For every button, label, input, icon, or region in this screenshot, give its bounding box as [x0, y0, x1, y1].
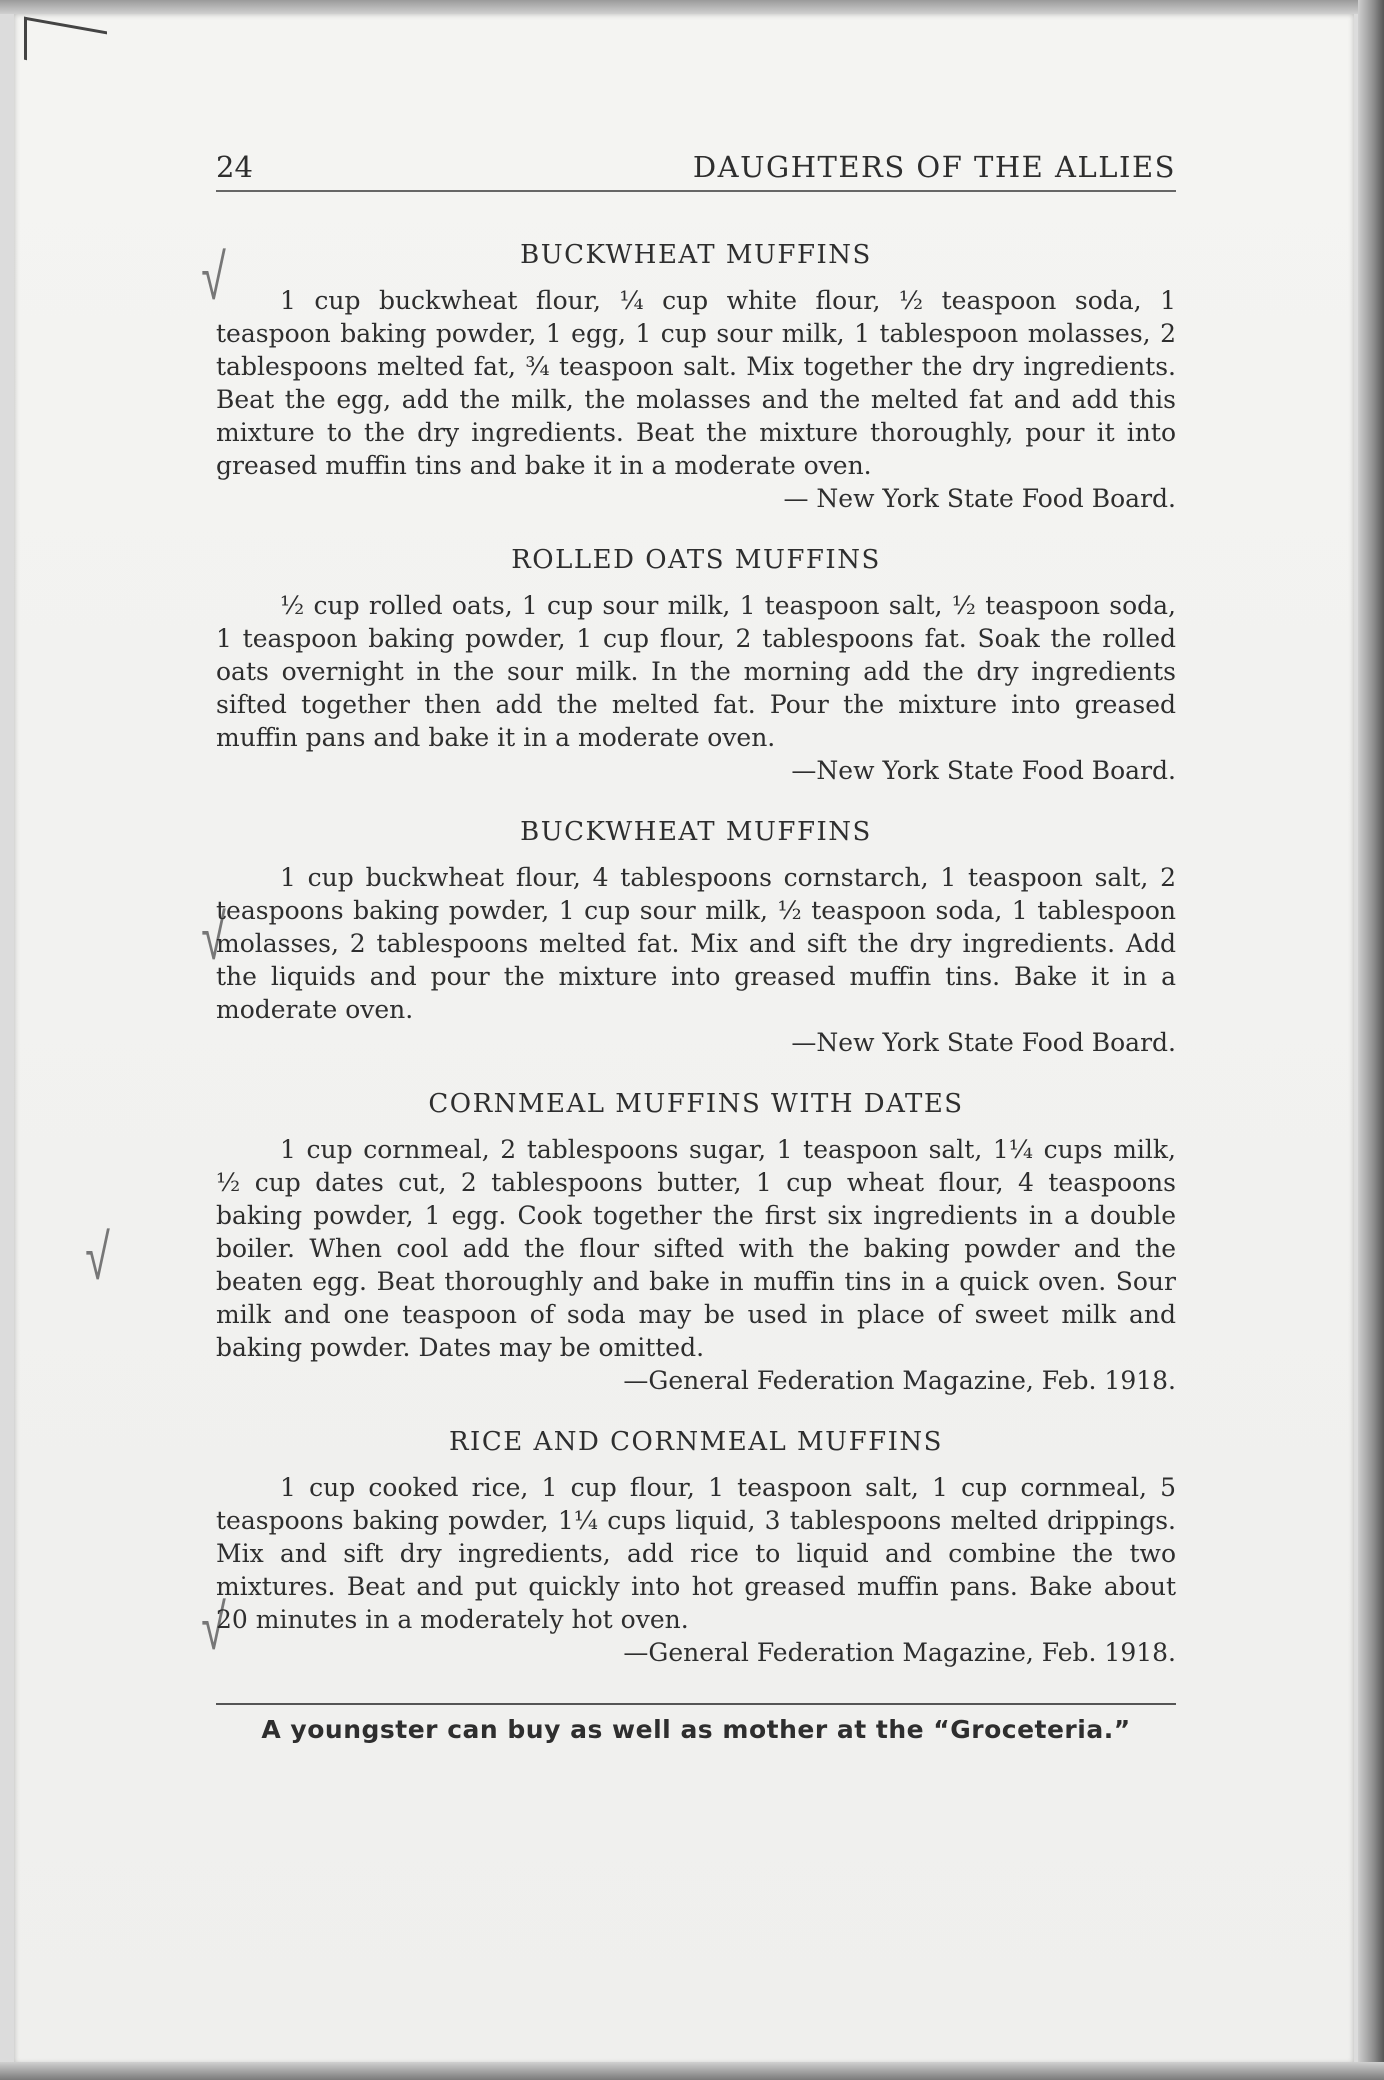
recipe-title: ROLLED OATS MUFFINS	[511, 545, 881, 575]
recipe	[216, 545, 1176, 787]
recipe-source: —General Federation Magazine, Feb. 1918.	[623, 1638, 1176, 1667]
pencil-checkmark-icon: √	[201, 901, 226, 975]
running-title: DAUGHTERS OF THE ALLIES	[692, 150, 1176, 184]
recipe-body: 1 cup cooked rice, 1 cup flour, 1 teaspoon salt, 1 cup cornmeal, 5 teaspoons baking powder, 1¼ cups liquid, 3 tablespoons melted drippings. Mix and sift dry ingredients, add rice to liquid and combine the two mixtures. Beat and put quickly into hot greased muffin pans. Bake about 20 minutes in a moderately hot oven.	[216, 1473, 1176, 1634]
pencil-checkmark-icon: √	[201, 241, 226, 315]
recipe-source: — New York State Food Board.	[783, 484, 1176, 513]
running-head	[216, 150, 1176, 192]
page-right-edge	[1358, 0, 1384, 2080]
page-top-edge	[0, 0, 1384, 14]
pencil-checkmark-icon: √	[201, 1591, 226, 1665]
recipe-source: —General Federation Magazine, Feb. 1918.	[623, 1366, 1176, 1395]
recipe	[216, 1089, 1176, 1397]
recipe	[216, 817, 1176, 1059]
recipe-body: ½ cup rolled oats, 1 cup sour milk, 1 teaspoon salt, ½ teaspoon soda, 1 teaspoon baking powder, 1 cup flour, 2 tablespoons fat. Soak the rolled oats overnight in the sour milk. In the morning add the dry ingredients sifted together then add the melted fat. Pour the mixture into greased muffin pans and bake it in a moderate oven.	[216, 591, 1176, 752]
recipe-source: —New York State Food Board.	[791, 756, 1176, 785]
recipe-title: BUCKWHEAT MUFFINS	[520, 240, 872, 270]
recipe-source: —New York State Food Board.	[791, 1028, 1176, 1057]
page-corner-fold	[24, 17, 107, 75]
page-bottom-edge	[0, 2062, 1384, 2080]
recipe-title: CORNMEAL MUFFINS WITH DATES	[428, 1089, 964, 1119]
footer-advertisement: A youngster can buy as well as mother at the “Groceteria.”	[261, 1715, 1131, 1744]
footer-rule	[216, 1703, 1176, 1744]
recipe	[216, 1427, 1176, 1669]
recipe-body: 1 cup buckwheat flour, ¼ cup white flour, ½ teaspoon soda, 1 teaspoon baking powder, 1 egg, 1 cup sour milk, 1 tablespoon molasses, 2 tablespoons melted fat, ¾ teaspoon salt. Mix together the dry ingredients. Beat the egg, add the milk, the molasses and the melted fat and add this mixture to the dry ingredients. Beat the mixture thoroughly, pour it into greased muffin tins and bake it in a moderate oven.	[216, 286, 1176, 480]
recipe-body: 1 cup cornmeal, 2 tablespoons sugar, 1 teaspoon salt, 1¼ cups milk, ½ cup dates cut, 2 tablespoons butter, 1 cup wheat flour, 4 teaspoons baking powder, 1 egg. Cook together the first six ingredients in a double boiler. When cool add the flour sifted with the baking powder and the beaten egg. Beat thoroughly and bake in muffin tins in a quick oven. Sour milk and one teaspoon of soda may be used in place of sweet milk and baking powder. Dates may be omitted.	[216, 1135, 1176, 1362]
recipe-title: RICE AND CORNMEAL MUFFINS	[448, 1427, 943, 1457]
page-number: 24	[216, 150, 253, 184]
page-content	[216, 150, 1176, 1744]
recipe-body: 1 cup buckwheat flour, 4 tablespoons cornstarch, 1 teaspoon salt, 2 teaspoons baking powder, 1 cup sour milk, ½ teaspoon soda, 1 tablespoon molasses, 2 tablespoons melted fat. Mix and sift the dry ingredients. Add the liquids and pour the mixture into greased muffin tins. Bake it in a moderate oven.	[216, 863, 1176, 1024]
recipe	[216, 240, 1176, 515]
pencil-checkmark-icon: √	[85, 1221, 110, 1295]
recipe-title: BUCKWHEAT MUFFINS	[520, 817, 872, 847]
